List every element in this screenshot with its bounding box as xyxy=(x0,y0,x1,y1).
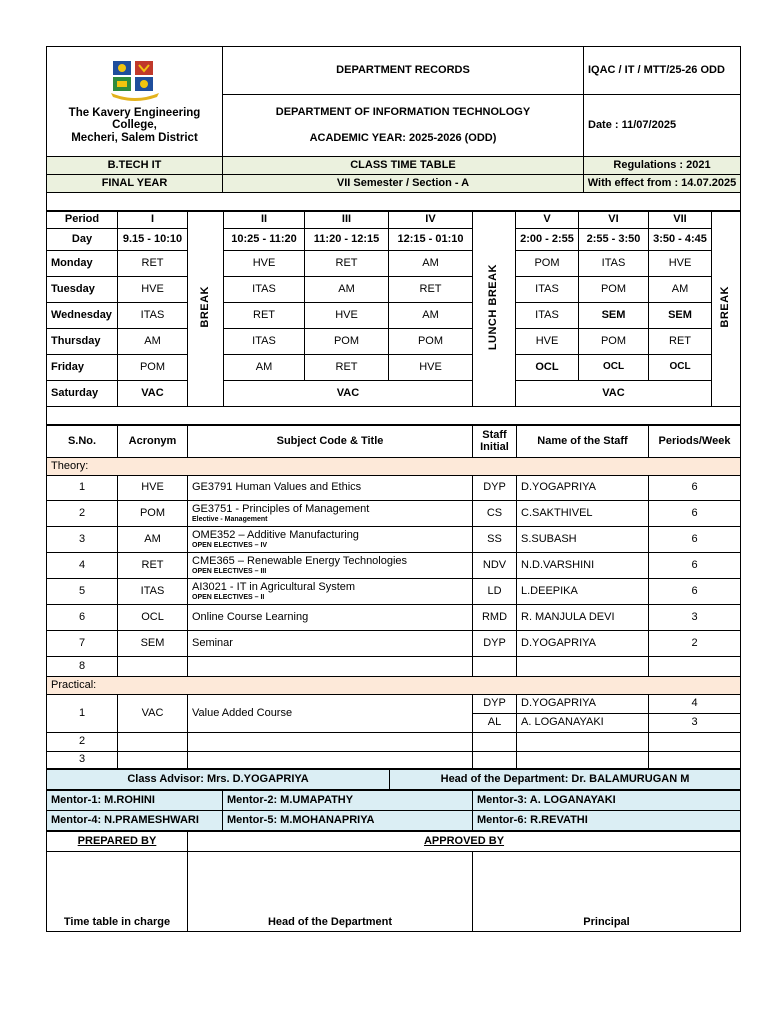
slot-cell: AM xyxy=(389,251,473,277)
slot-cell: AM xyxy=(305,277,389,303)
department-cell xyxy=(223,95,584,157)
day-thursday: Thursday xyxy=(47,329,118,355)
acronym-cell: HVE xyxy=(118,476,188,501)
college-crest-icon xyxy=(109,59,161,103)
periods-cell: 6 xyxy=(649,527,741,553)
slot-cell: POM xyxy=(579,329,649,355)
timetable-document xyxy=(46,46,740,932)
period-ii: II xyxy=(224,212,305,229)
subject-title-cell xyxy=(188,501,473,527)
table-row xyxy=(47,527,741,553)
mentor-4: Mentor-4: N.PRAMESHWARI xyxy=(47,811,223,831)
time-slot: 2:00 - 2:55 xyxy=(516,229,579,251)
subject-title: OME352 – Additive Manufacturing xyxy=(192,529,359,542)
staff-name-cell: D.YOGAPRIYA xyxy=(517,695,649,714)
period-iv: IV xyxy=(389,212,473,229)
slot-cell: ITAS xyxy=(118,303,188,329)
table-row xyxy=(47,476,741,501)
academic-year: ACADEMIC YEAR: 2025-2026 (ODD) xyxy=(309,131,497,144)
sno-cell: 3 xyxy=(47,752,118,769)
col-header-staff-name: Name of the Staff xyxy=(517,426,649,458)
table-row xyxy=(47,695,741,714)
signature-principal: Principal xyxy=(473,852,741,932)
table-row xyxy=(47,501,741,527)
slot-cell: ITAS xyxy=(516,277,579,303)
slot-cell: RET xyxy=(224,303,305,329)
subject-title-cell xyxy=(188,579,473,605)
slot-cell: ITAS xyxy=(579,251,649,277)
subject-note: OPEN ELECTIVES – IV xyxy=(192,541,268,549)
timetable-title: CLASS TIME TABLE xyxy=(223,157,584,175)
acronym-cell: ITAS xyxy=(118,579,188,605)
subject-title-cell: Value Added Course xyxy=(188,695,473,733)
slot-cell: VAC xyxy=(224,381,473,407)
subject-note: OPEN ELECTIVES – III xyxy=(192,567,267,575)
lunch-break-label: LUNCH BREAK xyxy=(487,264,500,351)
subject-table xyxy=(46,425,741,769)
slot-cell: POM xyxy=(516,251,579,277)
col-header-sno: S.No. xyxy=(47,426,118,458)
mentor-3: Mentor-3: A. LOGANAYAKI xyxy=(473,791,741,811)
time-slot: 12:15 - 01:10 xyxy=(389,229,473,251)
day-saturday: Saturday xyxy=(47,381,118,407)
acronym-cell: AM xyxy=(118,527,188,553)
afternoon-break-column xyxy=(712,212,741,407)
doc-code: IQAC / IT / MTT/25-26 ODD xyxy=(584,47,741,95)
mentor-2: Mentor-2: M.UMAPATHY xyxy=(223,791,473,811)
prepared-by-label: PREPARED BY xyxy=(47,832,188,852)
mentor-table xyxy=(46,790,741,831)
slot-cell: HVE xyxy=(516,329,579,355)
head-of-department: Head of the Department: Dr. BALAMURUGAN M xyxy=(390,770,741,790)
table-row xyxy=(47,631,741,657)
afternoon-break-label: BREAK xyxy=(719,286,732,329)
sno-cell: 3 xyxy=(47,527,118,553)
slot-cell: POM xyxy=(118,355,188,381)
spacer-row xyxy=(47,193,741,211)
staff-name-cell: D.YOGAPRIYA xyxy=(517,476,649,501)
class-advisor: Class Advisor: Mrs. D.YOGAPRIYA xyxy=(47,770,390,790)
acronym-cell: OCL xyxy=(118,605,188,631)
college-name: The Kavery Engineering College, xyxy=(68,107,201,132)
approved-by-label: APPROVED BY xyxy=(188,832,741,852)
mentor-1: Mentor-1: M.ROHINI xyxy=(47,791,223,811)
day-friday: Friday xyxy=(47,355,118,381)
day-wednesday: Wednesday xyxy=(47,303,118,329)
slot-cell: OCL xyxy=(579,355,649,381)
time-slot: 11:20 - 12:15 xyxy=(305,229,389,251)
mentor-5: Mentor-5: M.MOHANAPRIYA xyxy=(223,811,473,831)
day-header: Day xyxy=(47,229,118,251)
spacer-row xyxy=(47,407,741,425)
slot-cell: HVE xyxy=(224,251,305,277)
semester-label: VII Semester / Section - A xyxy=(223,175,584,193)
advisor-table xyxy=(46,769,741,790)
table-row xyxy=(47,733,741,752)
slot-cell: VAC xyxy=(516,381,712,407)
slot-cell: RET xyxy=(118,251,188,277)
subject-title-cell xyxy=(188,527,473,553)
period-v: V xyxy=(516,212,579,229)
lunch-break-column xyxy=(473,212,516,407)
timetable-grid xyxy=(46,211,741,425)
slot-cell: POM xyxy=(389,329,473,355)
slot-cell: POM xyxy=(579,277,649,303)
slot-cell: HVE xyxy=(649,251,712,277)
slot-cell: RET xyxy=(305,251,389,277)
acronym-cell: VAC xyxy=(118,695,188,733)
staff-initial-cell: CS xyxy=(473,501,517,527)
table-row xyxy=(47,605,741,631)
periods-cell: 6 xyxy=(649,501,741,527)
slot-cell: AM xyxy=(224,355,305,381)
staff-name-cell: A. LOGANAYAKI xyxy=(517,714,649,733)
mentor-6: Mentor-6: R.REVATHI xyxy=(473,811,741,831)
staff-initial-cell: AL xyxy=(473,714,517,733)
periods-cell: 3 xyxy=(649,714,741,733)
col-header-acronym: Acronym xyxy=(118,426,188,458)
subject-title: CME365 – Renewable Energy Technologies xyxy=(192,555,408,568)
periods-cell: 6 xyxy=(649,579,741,605)
periods-cell: 6 xyxy=(649,553,741,579)
subject-title-cell xyxy=(188,553,473,579)
slot-cell: ITAS xyxy=(224,329,305,355)
table-row xyxy=(47,657,741,677)
subject-title-cell: GE3791 Human Values and Ethics xyxy=(188,476,473,501)
table-row xyxy=(47,553,741,579)
sno-cell: 1 xyxy=(47,476,118,501)
subject-note: Elective - Management xyxy=(192,515,268,523)
subject-title: AI3021 - IT in Agricultural System xyxy=(192,581,356,594)
sno-cell: 1 xyxy=(47,695,118,733)
time-slot: 10:25 - 11:20 xyxy=(224,229,305,251)
staff-initial-cell: DYP xyxy=(473,695,517,714)
staff-name-cell: C.SAKTHIVEL xyxy=(517,501,649,527)
slot-cell: OCL xyxy=(649,355,712,381)
time-slot: 9.15 - 10:10 xyxy=(118,229,188,251)
sno-cell: 8 xyxy=(47,657,118,677)
slot-cell: RET xyxy=(389,277,473,303)
period-i: I xyxy=(118,212,188,229)
col-header-staff-initial: Staff Initial xyxy=(473,426,517,458)
staff-initial-cell: LD xyxy=(473,579,517,605)
sno-cell: 2 xyxy=(47,501,118,527)
subject-title: GE3751 - Principles of Management xyxy=(192,503,370,516)
period-vii: VII xyxy=(649,212,712,229)
department-name: DEPARTMENT OF INFORMATION TECHNOLOGY xyxy=(275,105,531,118)
day-monday: Monday xyxy=(47,251,118,277)
staff-name-cell: R. MANJULA DEVI xyxy=(517,605,649,631)
sno-cell: 5 xyxy=(47,579,118,605)
practical-section-label: Practical: xyxy=(47,677,741,695)
staff-name-cell: S.SUBASH xyxy=(517,527,649,553)
subject-note: OPEN ELECTIVES – II xyxy=(192,593,265,601)
periods-cell: 6 xyxy=(649,476,741,501)
staff-initial-cell: NDV xyxy=(473,553,517,579)
sno-cell: 4 xyxy=(47,553,118,579)
effect-date-label: With effect from : 14.07.2025 xyxy=(584,175,741,193)
slot-cell: OCL xyxy=(516,355,579,381)
break-column xyxy=(188,212,224,407)
subject-title-cell: Online Course Learning xyxy=(188,605,473,631)
year-label: FINAL YEAR xyxy=(47,175,223,193)
college-cell xyxy=(47,47,223,157)
periods-cell: 3 xyxy=(649,605,741,631)
slot-cell: HVE xyxy=(118,277,188,303)
col-header-subject: Subject Code & Title xyxy=(188,426,473,458)
sno-cell: 6 xyxy=(47,605,118,631)
regulations-label: Regulations : 2021 xyxy=(584,157,741,175)
staff-initial-cell: SS xyxy=(473,527,517,553)
college-place: Mecheri, Salem District xyxy=(71,131,198,144)
slot-cell: VAC xyxy=(118,381,188,407)
slot-cell: POM xyxy=(305,329,389,355)
time-slot: 3:50 - 4:45 xyxy=(649,229,712,251)
periods-cell: 4 xyxy=(649,695,741,714)
slot-cell: RET xyxy=(649,329,712,355)
table-row xyxy=(47,579,741,605)
sno-cell: 7 xyxy=(47,631,118,657)
slot-cell: ITAS xyxy=(516,303,579,329)
signature-timetable-incharge: Time table in charge xyxy=(47,852,188,932)
acronym-cell: RET xyxy=(118,553,188,579)
slot-cell: SEM xyxy=(649,303,712,329)
staff-initial-cell: RMD xyxy=(473,605,517,631)
break-label: BREAK xyxy=(198,286,211,329)
course-label: B.TECH IT xyxy=(47,157,223,175)
slot-cell: SEM xyxy=(579,303,649,329)
slot-cell: HVE xyxy=(389,355,473,381)
staff-name-cell: L.DEEPIKA xyxy=(517,579,649,605)
period-header: Period xyxy=(47,212,118,229)
period-iii: III xyxy=(305,212,389,229)
subject-title-cell: Seminar xyxy=(188,631,473,657)
slot-cell: HVE xyxy=(305,303,389,329)
periods-cell: 2 xyxy=(649,631,741,657)
header-table xyxy=(46,46,741,211)
sno-cell: 2 xyxy=(47,733,118,752)
table-row xyxy=(47,752,741,769)
signature-hod: Head of the Department xyxy=(188,852,473,932)
time-slot: 2:55 - 3:50 xyxy=(579,229,649,251)
slot-cell: AM xyxy=(649,277,712,303)
theory-section-label: Theory: xyxy=(47,458,741,476)
slot-cell: AM xyxy=(389,303,473,329)
slot-cell: AM xyxy=(118,329,188,355)
staff-initial-cell: DYP xyxy=(473,476,517,501)
signature-table xyxy=(46,831,741,932)
acronym-cell: POM xyxy=(118,501,188,527)
day-tuesday: Tuesday xyxy=(47,277,118,303)
doc-type: DEPARTMENT RECORDS xyxy=(223,47,584,95)
acronym-cell: SEM xyxy=(118,631,188,657)
staff-name-cell: D.YOGAPRIYA xyxy=(517,631,649,657)
date-label: Date : 11/07/2025 xyxy=(584,95,741,157)
col-header-periods: Periods/Week xyxy=(649,426,741,458)
slot-cell: ITAS xyxy=(224,277,305,303)
staff-initial-cell: DYP xyxy=(473,631,517,657)
slot-cell: RET xyxy=(305,355,389,381)
period-vi: VI xyxy=(579,212,649,229)
staff-name-cell: N.D.VARSHINI xyxy=(517,553,649,579)
